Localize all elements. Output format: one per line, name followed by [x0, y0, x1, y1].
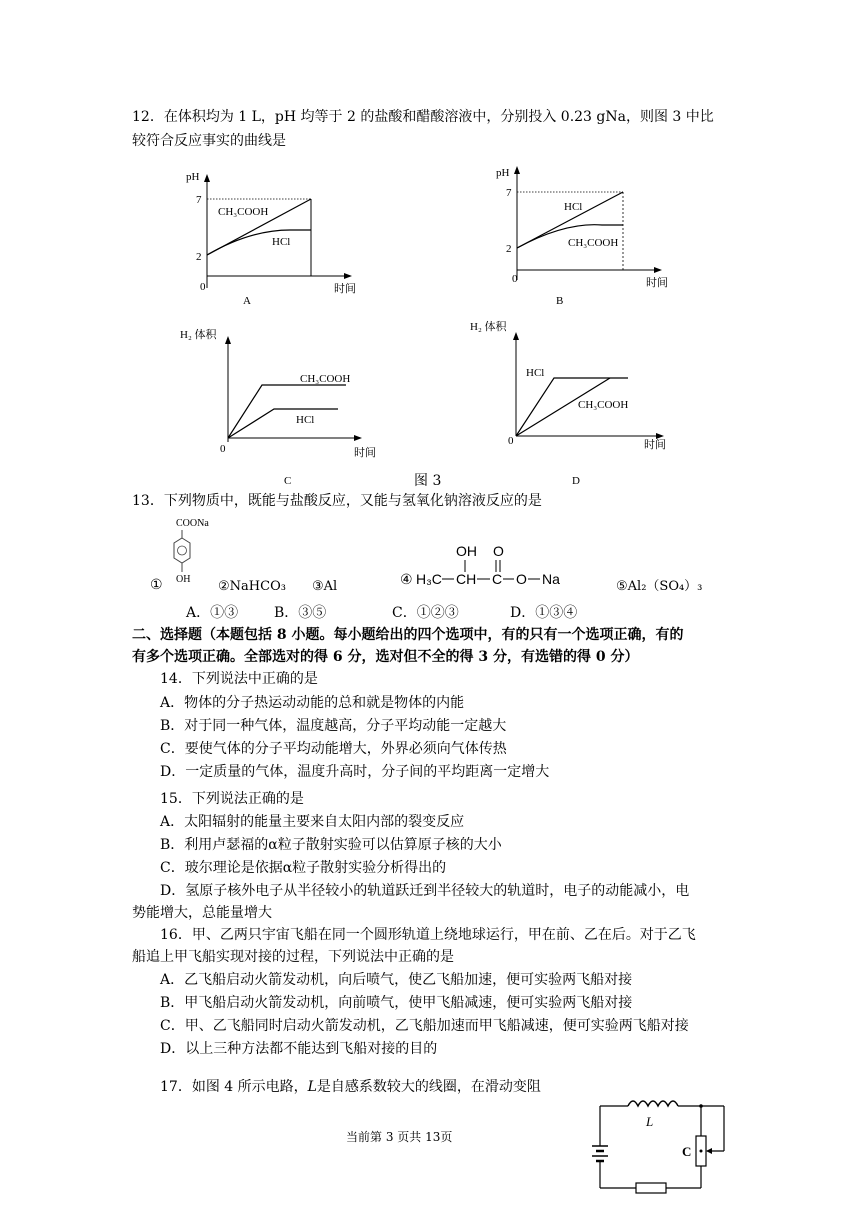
graph-c-xlabel: 时间: [354, 447, 376, 459]
q16-option-b: B．甲飞船启动火箭发动机，向前喷气，使甲飞船减速，便可实验两飞船对接: [160, 995, 633, 1011]
graph-d-letter: D: [572, 475, 580, 487]
graph-a-letter: A: [243, 295, 251, 307]
graph-b-y7: 7: [506, 187, 512, 199]
circuit-diagram: [588, 1090, 738, 1202]
opt4-na: Na: [542, 571, 560, 587]
q15-option-c: C．玻尔理论是依据α粒子散射实验分析得出的: [160, 860, 447, 876]
graph-d: [468, 318, 678, 490]
opt4-h3c: H₃C: [416, 571, 442, 587]
graph-b-upper-label: HCl: [564, 201, 583, 213]
q15-option-b: B．利用卢瑟福的α粒子散射实验可以估算原子核的大小: [160, 837, 502, 853]
graph-a-y7: 7: [196, 194, 202, 206]
q14-option-d: D．一定质量的气体，温度升高时，分子间的平均距离一定增大: [160, 764, 550, 780]
graph-a-xlabel: 时间: [334, 283, 356, 295]
graph-a-ylabel: pH: [186, 171, 200, 183]
q13-option-1: ①: [150, 577, 163, 593]
q13-choice-c: C．①②③: [392, 605, 459, 621]
q14-stem: 14．下列说法中正确的是: [160, 671, 318, 687]
q13-option-4-structure: [400, 542, 570, 592]
graph-c-upper-label: CH₃COOH: [300, 373, 351, 385]
opt4-oh: OH: [456, 543, 477, 559]
section2-line1: 二、选择题（本题包括 8 小题。每小题给出的四个选项中，有的只有一个选项正确，有的: [132, 627, 684, 643]
graph-d-lower-label: CH₃COOH: [578, 399, 629, 411]
opt4-number: ④: [400, 572, 413, 588]
q13-stem: 13．下列物质中，既能与盐酸反应，又能与氢氧化钠溶液反应的是: [132, 493, 542, 509]
graph-b-xlabel: 时间: [646, 277, 668, 289]
circuit-label-c: C: [682, 1144, 692, 1159]
graph-c: [178, 322, 378, 492]
q13-option-3: ③Al: [312, 579, 338, 594]
q14-option-b: B．对于同一种气体，温度越高，分子平均动能一定越大: [160, 718, 507, 734]
q13-choice-d: D．①③④: [510, 605, 578, 621]
circuit-label-l: L: [646, 1114, 654, 1129]
section2-line2: 有多个选项正确。全部选对的得 6 分，选对但不全的得 3 分，有选错的得 0 分）: [132, 649, 639, 665]
q13-option-2: ②NaHCO₃: [218, 579, 286, 594]
graph-d-origin: 0: [508, 435, 514, 447]
graph-d-xlabel: 时间: [644, 439, 666, 451]
graph-d-ylabel: H₂ 体积: [470, 321, 507, 333]
graph-c-lower-label: HCl: [296, 414, 315, 426]
q14-option-a: A．物体的分子热运动动能的总和就是物体的内能: [160, 695, 465, 711]
q13-choice-a: A．①③: [186, 605, 239, 621]
q17-stem-pre: 17．如图 4 所示电路，: [160, 1079, 308, 1095]
graph-d-upper-label: HCl: [526, 367, 545, 379]
graph-b-lower-label: CH₃COOH: [568, 237, 619, 249]
q17-stem-post: 是自感系数较大的线圈，在滑动变阻: [316, 1079, 541, 1095]
opt4-o: O: [516, 571, 527, 587]
graph-c-ylabel: H₂ 体积: [180, 329, 217, 341]
q12-line1: 12．在体积均为 1 L，pH 均等于 2 的盐酸和醋酸溶液中，分别投入 0.23 gNa，则图 3 中比: [132, 109, 714, 125]
q15-option-d-line2: 势能增大，总能量增大: [132, 905, 272, 921]
benzene-oh: OH: [176, 574, 191, 585]
graph-a-upper-label: CH₃COOH: [218, 206, 269, 218]
q16-option-d: D．以上三种方法都不能达到飞船对接的目的: [160, 1041, 438, 1057]
q16-stem-line2: 船追上甲飞船实现对接的过程，下列说法中正确的是: [132, 949, 454, 965]
q15-option-a: A．太阳辐射的能量主要来自太阳内部的裂变反应: [160, 814, 465, 830]
graph-b-origin: 0: [512, 273, 518, 285]
opt4-ch: CH: [456, 571, 477, 587]
q16-option-a: A．乙飞船启动火箭发动机，向后喷气，使乙飞船加速，便可实验两飞船对接: [160, 972, 633, 988]
q12-line2: 较符合反应事实的曲线是: [132, 133, 286, 149]
benzene-coona: COONa: [176, 518, 209, 529]
benzene-structure: [166, 516, 216, 588]
graph-a-y2: 2: [196, 251, 202, 263]
opt4-o-top: O: [493, 543, 504, 559]
q14-option-c: C．要使气体的分子平均动能增大，外界必须向气体传热: [160, 741, 507, 757]
q13-option-5: ⑤Al₂（SO₄）₃: [616, 579, 703, 594]
graph-a-origin: 0: [200, 281, 206, 293]
q17-stem: [160, 1076, 541, 1098]
graph-b-letter: B: [556, 295, 564, 307]
q16-stem-line1: 16．甲、乙两只宇宙飞船在同一个圆形轨道上绕地球运行，甲在前、乙在后。对于乙飞: [160, 927, 696, 943]
q15-option-d-line1: D．氢原子核外电子从半径较小的轨道跃迁到半径较大的轨道时，电子的动能减小，电: [160, 883, 690, 899]
opt4-c: C: [492, 571, 503, 587]
graph-c-letter: C: [284, 475, 292, 487]
q13-choice-b: B．③⑤: [274, 605, 327, 621]
q16-option-c: C．甲、乙飞船同时启动火箭发动机，乙飞船加速而甲飞船减速，便可实验两飞船对接: [160, 1018, 689, 1034]
figure-3-caption: 图 3: [414, 473, 442, 489]
q17-stem-l: L: [307, 1079, 317, 1095]
graph-c-origin: 0: [220, 443, 226, 455]
graph-b: [490, 160, 680, 310]
graph-b-y2: 2: [506, 243, 512, 255]
graph-b-ylabel: pH: [496, 167, 510, 179]
graph-a-lower-label: HCl: [272, 236, 291, 248]
graph-a: [180, 168, 370, 308]
q15-stem: 15．下列说法正确的是: [160, 791, 304, 807]
page-footer: 当前第 3 页共 13页: [346, 1130, 453, 1144]
